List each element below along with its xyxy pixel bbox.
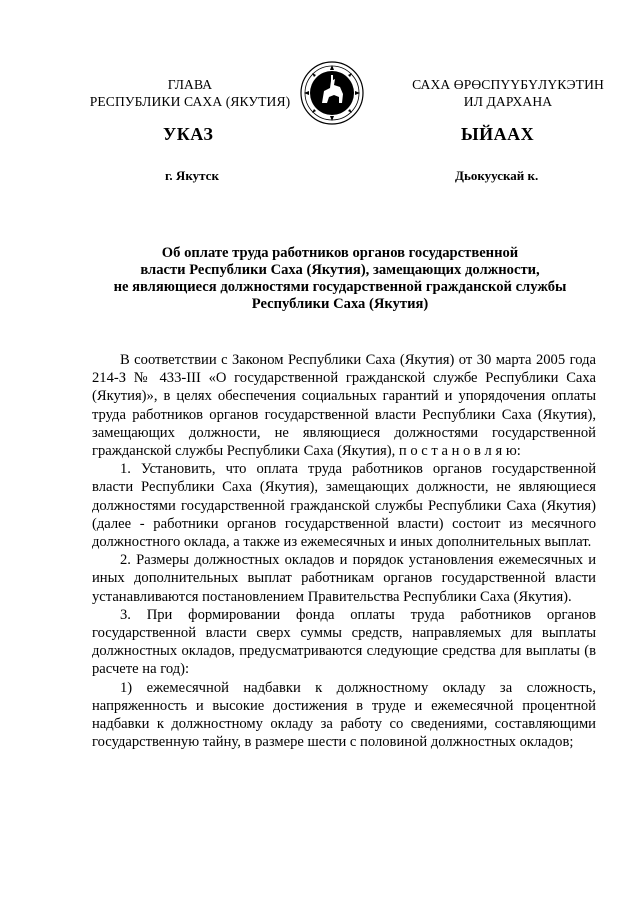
preamble-paragraph: В соответствии с Законом Республики Саха (Якутия) от 30 марта 2005 года 214-З № 433-III «О государственной гражданской службе Республики Саха (Якутия)», в целях обеспечения социальных гарантий и упорядочения оплаты труда работников органов государственной власти Республики Саха (Якутия), замещающих должности, не являющиеся должностями государственной гражданской службы Республики Саха (Якутия), п о с т а н о в л я ю: bbox=[92, 352, 596, 460]
document-title bbox=[90, 245, 590, 313]
header-left-line1: ГЛАВА bbox=[167, 77, 213, 92]
ukaz-title-sakha: ЫЙААХ bbox=[461, 124, 535, 144]
header-left-line2: РЕСПУБЛИКИ САХА (ЯКУТИЯ) bbox=[89, 94, 291, 109]
paragraph-3: 3. При формировании фонда оплаты труда работников органов государственной власти сверх суммы средств, направляемых для выплаты должностных окладов, предусматриваются следующие средства для выплаты (в расчете на год): bbox=[92, 606, 596, 678]
city-ru: г. Якутск bbox=[165, 168, 219, 183]
document-body bbox=[92, 351, 596, 751]
header-right-line2: ИЛ ДАРХАНА bbox=[463, 94, 553, 109]
header-left bbox=[80, 76, 300, 110]
title-line-2: власти Республики Саха (Якутия), замещающих должности, bbox=[140, 262, 540, 278]
ukaz-title-ru: УКАЗ bbox=[163, 124, 214, 144]
header-right bbox=[392, 76, 624, 110]
paragraph-1: 1. Установить, что оплата труда работников органов государственной власти Республики Саха (Якутия), замещающих должности, не являющиеся должностями государственной гражданской службы Республики Саха (Якутия) (далее - работники органов государственной власти) состоит из месячного должностного оклада, а также из ежемесячных и иных дополнительных выплат. bbox=[92, 461, 596, 551]
paragraph-2: 2. Размеры должностных окладов и порядок установления ежемесячных и иных дополнительных выплат работникам органов государственной власти устанавливаются постановлением Правительства Республики Саха (Якутия). bbox=[92, 552, 596, 605]
city-sakha: Дьокуускай к. bbox=[455, 168, 539, 183]
header-right-line1: САХА ӨРӨСПҮҮБҮЛҮКЭТИН bbox=[412, 77, 604, 92]
title-line-4: Республики Саха (Якутия) bbox=[251, 296, 429, 312]
coat-of-arms-icon bbox=[300, 61, 364, 125]
title-line-1: Об оплате труда работников органов государственной bbox=[161, 245, 519, 261]
title-line-3: не являющиеся должностями государственной гражданской службы bbox=[113, 279, 567, 295]
paragraph-3-1: 1) ежемесячной надбавки к должностному окладу за сложность, напряженность и высокие достижения в труде и ежемесячной процентной надбавки к должностному окладу за работу со сведениями, составляющими государственную тайну, в размере шести с половиной должностных окладов; bbox=[92, 679, 596, 751]
